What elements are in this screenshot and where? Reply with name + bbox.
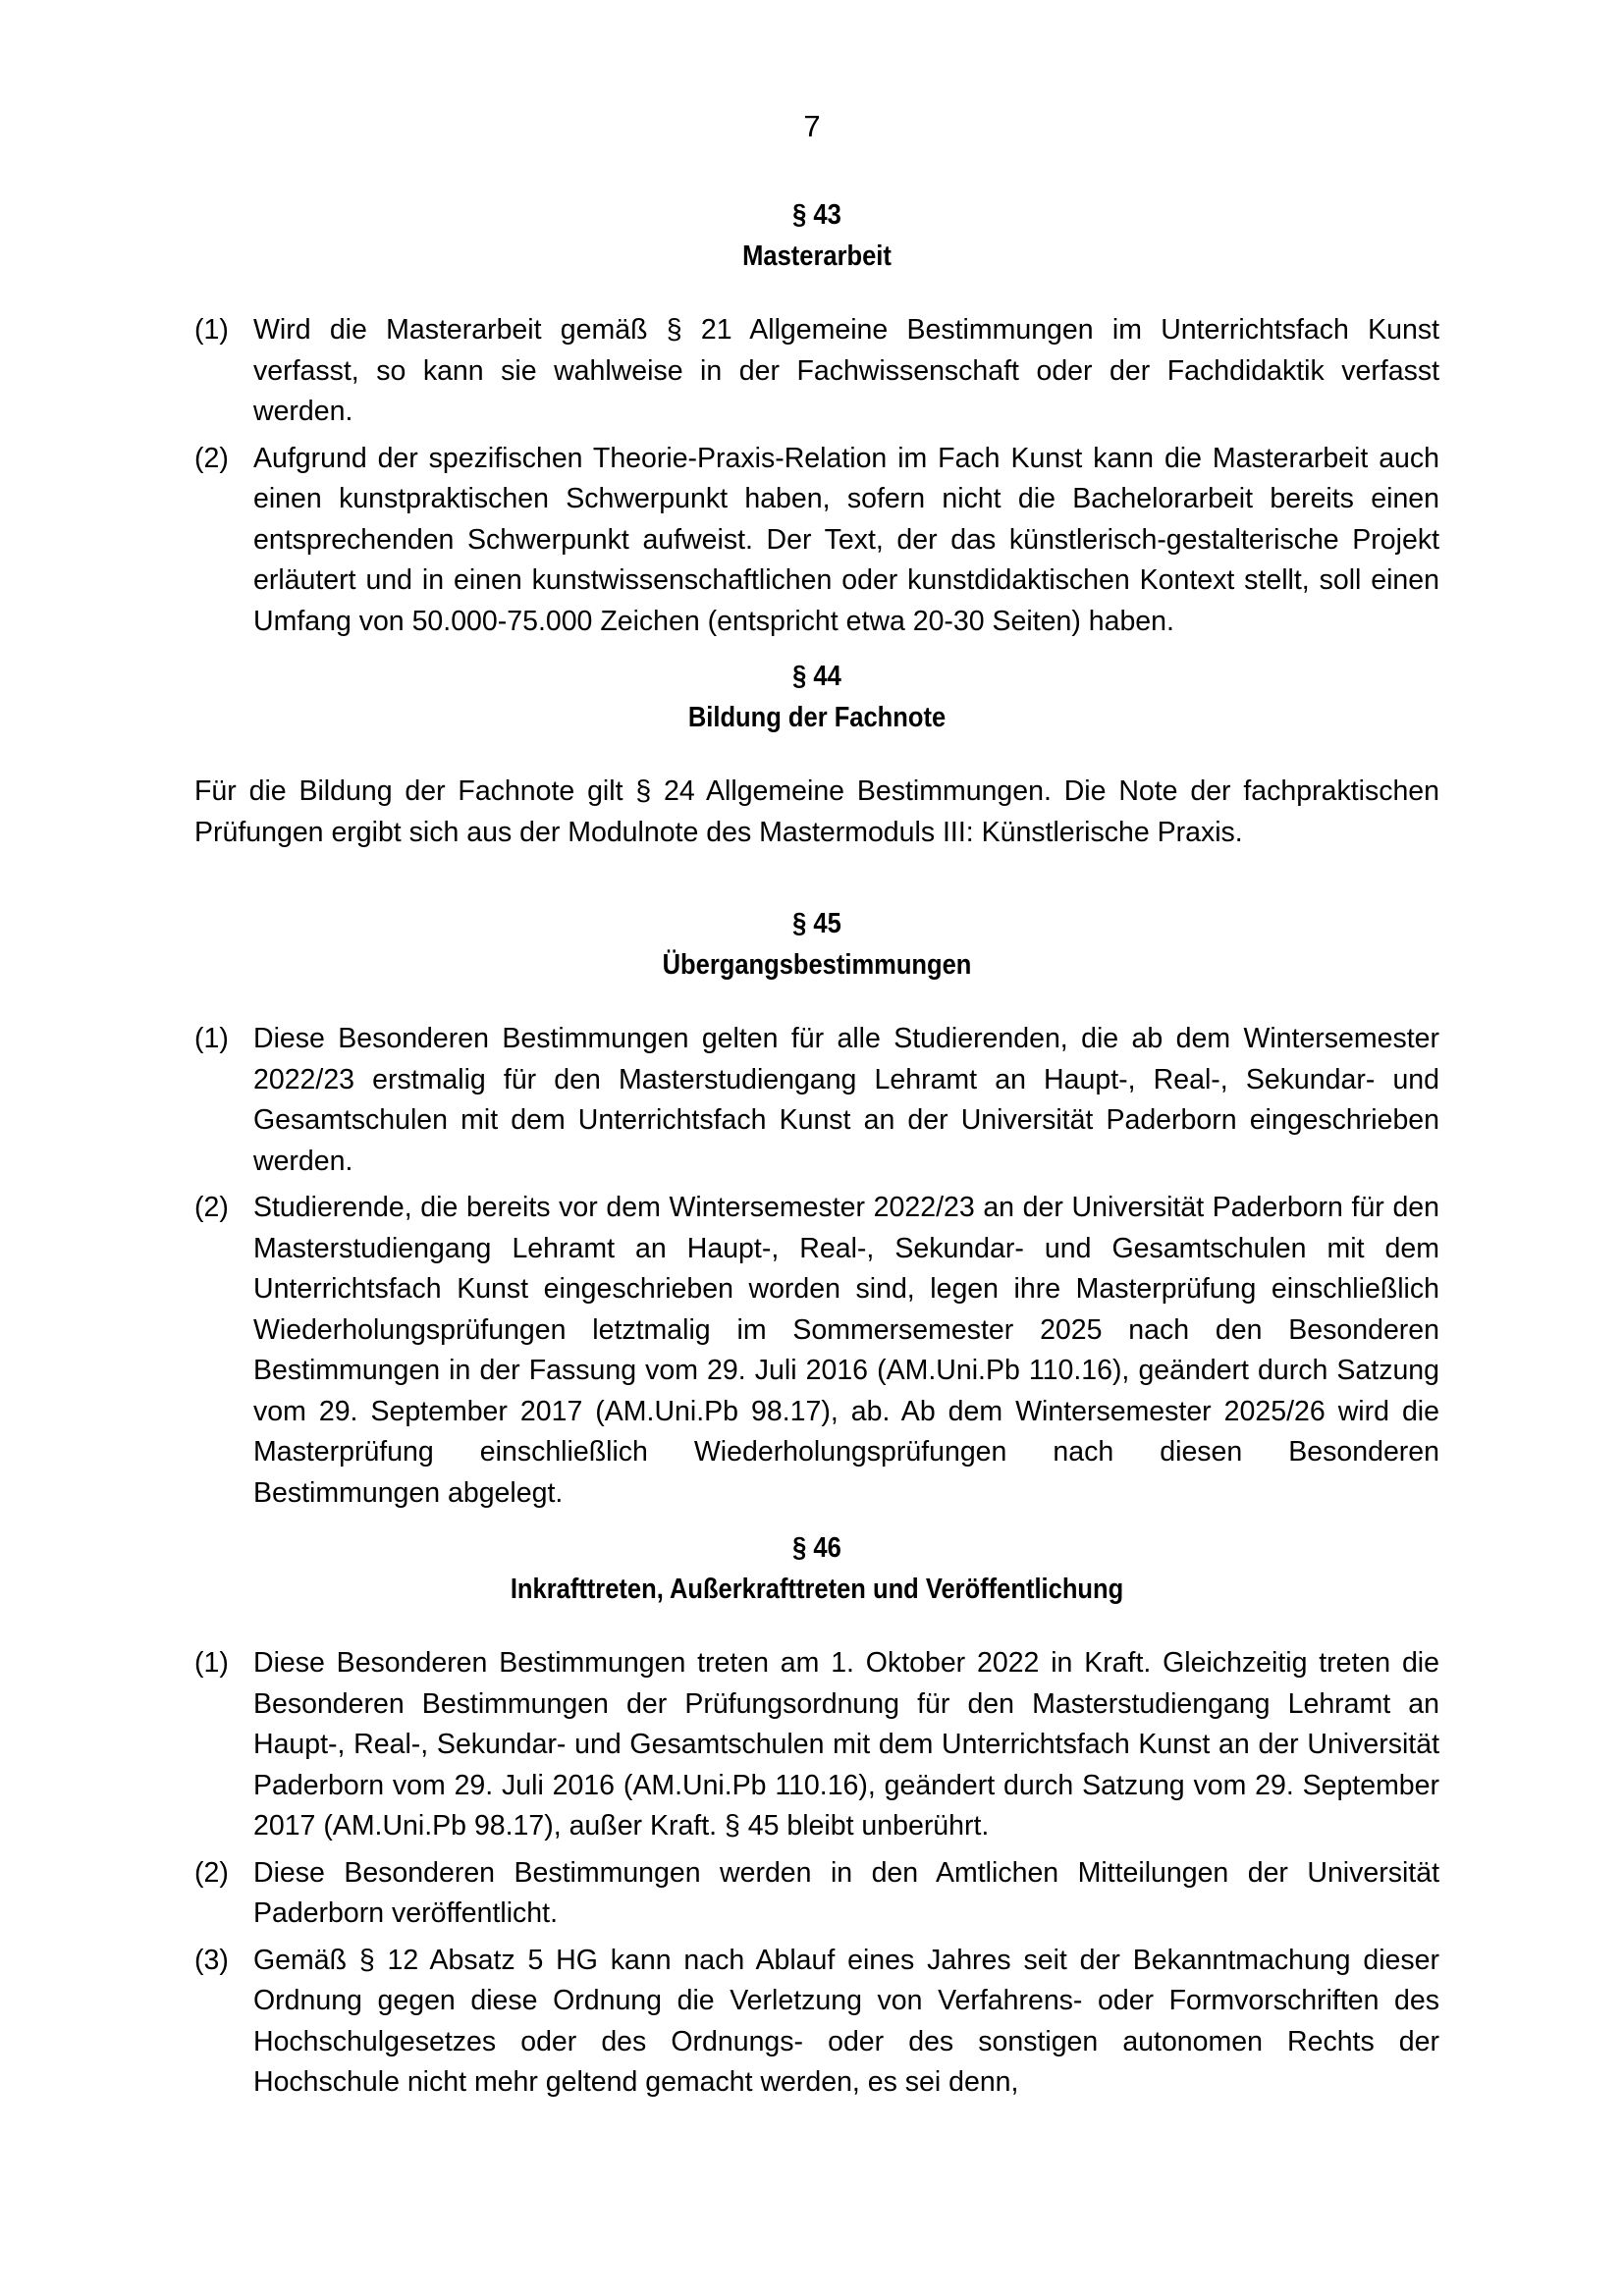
list-item: [194, 310, 1439, 433]
list-item: [194, 439, 1439, 643]
section-number: § 45: [792, 908, 841, 939]
section-45: [194, 903, 1439, 1520]
section-heading: [269, 656, 1365, 738]
item-number: (1): [194, 314, 229, 346]
item-text: Diese Besonderen Bestimmungen gelten für alle Studierenden, die ab dem Wintersemester 2022/23 erstmalig für den Masterstudiengang Lehramt an Haupt-, Real-, Sekundar- und Gesamtschulen mit dem Unterrichtsfach Kunst an der Universität Paderborn eingeschrieben werden.: [253, 1023, 1439, 1177]
section-43: [194, 194, 1439, 648]
section-number: § 43: [792, 199, 841, 231]
item-text: Diese Besonderen Bestimmungen werden in den Amtlichen Mitteilungen der Universität Paderborn veröffentlicht.: [253, 1856, 1439, 1929]
section-number: § 44: [792, 661, 841, 692]
item-number: (2): [194, 1856, 229, 1889]
page-number: 7: [803, 109, 821, 143]
list-item: [194, 1941, 1439, 2104]
item-text: Aufgrund der spezifischen Theorie-Praxis-Relation im Fach Kunst kann die Masterarbeit auch einen kunstpraktischen Schwerpunkt haben, sofern nicht die Bachelorarbeit bereits einen entsprechenden Schwerpunkt aufweist. Der Text, der das künstlerisch-gestalterische Projekt erläutert und in einen kunstwissenschaftlichen oder kunstdidaktischen Kontext stellt, soll einen Umfang von 50.000-75.000 Zeichen (entspricht etwa 20-30 Seiten) haben.: [253, 442, 1439, 637]
section-46: [194, 1527, 1439, 2109]
list-item: [194, 1019, 1439, 1182]
item-text: Gemäß § 12 Absatz 5 HG kann nach Ablauf eines Jahres seit der Bekanntmachung dieser Ordnung gegen diese Ordnung die Verletzung von Verfahrens- oder Formvorschriften des Hochschulgesetzes oder des Ordnungs- oder des sonstigen autonomen Rechts der Hochschule nicht mehr geltend gemacht werden, es sei denn,: [253, 1944, 1439, 2098]
section-heading: [269, 194, 1365, 277]
list-item: [194, 1853, 1439, 1935]
section-title: Bildung der Fachnote: [687, 702, 947, 733]
section-paragraph: Für die Bildung der Fachnote gilt § 24 Allgemeine Bestimmungen. Die Note der fachpraktischen Prüfungen ergibt sich aus der Modulnote des Mastermoduls III: Künstlerische Praxis.: [194, 775, 1439, 848]
section-title: Übergangsbestimmungen: [662, 949, 972, 981]
item-number: (2): [194, 442, 229, 474]
item-text: Wird die Masterarbeit gemäß § 21 Allgemeine Bestimmungen im Unterrichtsfach Kunst verfasst, so kann sie wahlweise in der Fachwissenschaft oder der Fachdidaktik verfasst werden.: [253, 314, 1439, 427]
section-heading: [269, 1527, 1365, 1610]
item-text: Studierende, die bereits vor dem Wintersemester 2022/23 an der Universität Paderborn für den Masterstudiengang Lehramt an Haupt-, Real-, Sekundar- und Gesamtschulen mit dem Unterrichtsfach Kunst eingeschrieben worden sind, legen ihre Masterprüfung einschließlich Wiederholungsprüfungen letztmalig im Sommersemester 2025 nach den Besonderen Bestimmungen in der Fassung vom 29. Juli 2016 (AM.Uni.Pb 110.16), geändert durch Satzung vom 29. September 2017 (AM.Uni.Pb 98.17), ab. Ab dem Wintersemester 2025/26 wird die Masterprüfung einschließlich Wiederholungsprüfungen nach diesen Besonderen Bestimmungen abgelegt.: [253, 1192, 1439, 1509]
section-title: Masterarbeit: [742, 240, 892, 272]
section-heading: [269, 903, 1365, 986]
section-number: § 46: [792, 1532, 841, 1564]
section-44: [194, 656, 1439, 853]
list-item: [194, 1643, 1439, 1847]
item-number: (3): [194, 1944, 229, 1976]
item-number: (1): [194, 1023, 229, 1054]
list-item: [194, 1188, 1439, 1514]
section-title: Inkrafttreten, Außerkrafttreten und Veröffentlichung: [510, 1574, 1124, 1605]
item-number: (2): [194, 1192, 229, 1223]
item-number: (1): [194, 1647, 229, 1679]
item-text: Diese Besonderen Bestimmungen treten am 1. Oktober 2022 in Kraft. Gleichzeitig treten die Besonderen Bestimmungen der Prüfungsordnung für den Masterstudiengang Lehramt an Haupt-, Real-, Sekundar- und Gesamtschulen mit dem Unterrichtsfach Kunst an der Universität Paderborn vom 29. Juli 2016 (AM.Uni.Pb 110.16), geändert durch Satzung vom 29. September 2017 (AM.Uni.Pb 98.17), außer Kraft. § 45 bleibt unberührt.: [253, 1647, 1439, 1842]
